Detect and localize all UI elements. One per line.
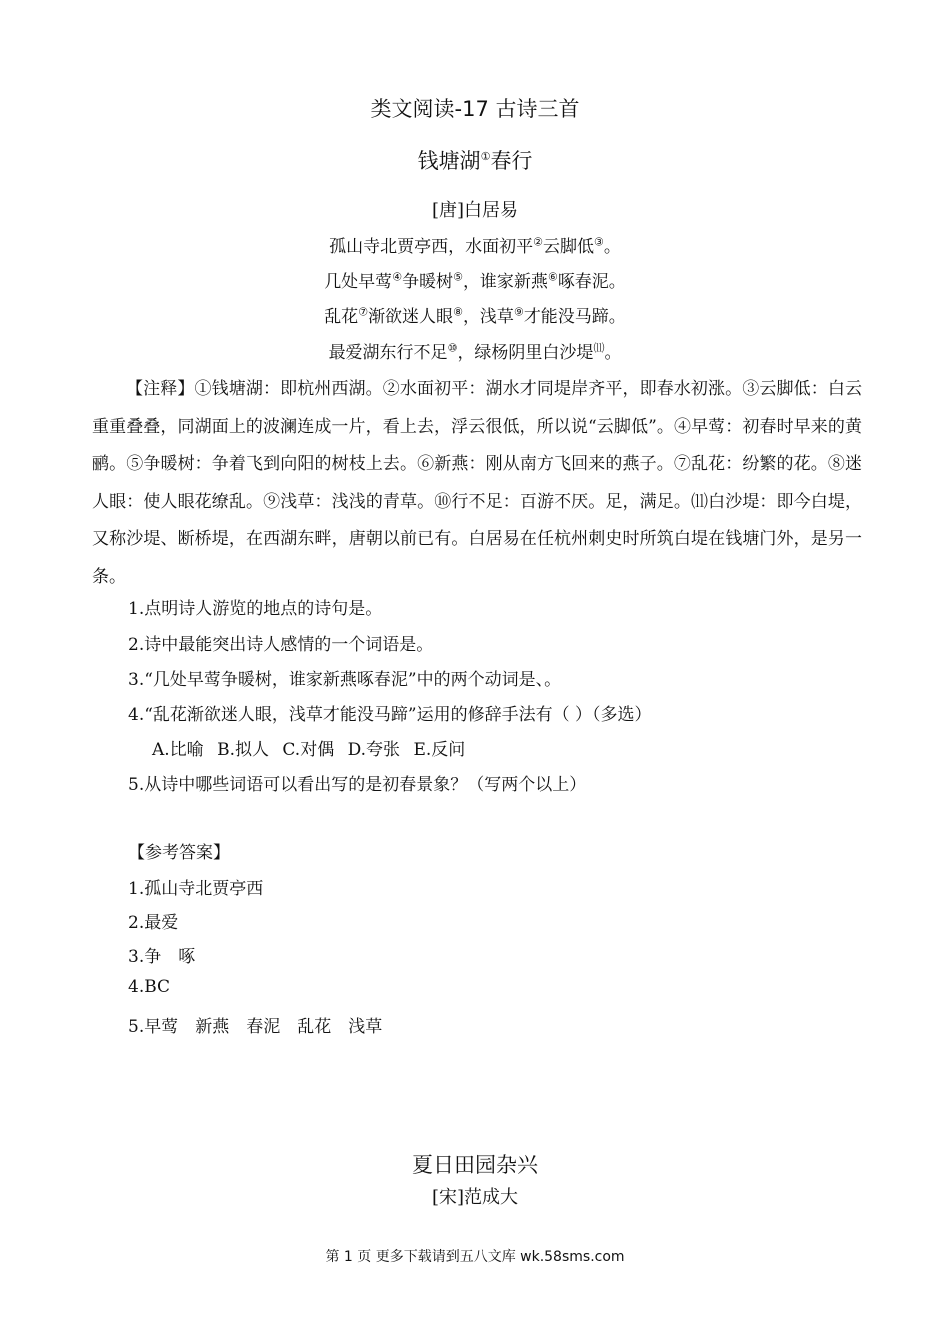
poem-line xyxy=(0,302,950,327)
choice-a: A.比喻 xyxy=(152,740,204,760)
poem-title-text: 钱塘湖 xyxy=(417,149,481,173)
verse-text: 云脚低 xyxy=(543,237,594,257)
poem-author: [唐]白居易 xyxy=(431,200,519,221)
second-poem-title: 夏日田园杂兴 xyxy=(412,1153,538,1177)
answer-2: 2.最爱 xyxy=(128,913,179,933)
annotation-notes: 【注释】①钱塘湖：即杭州西湖。②水面初平：湖水才同堤岸齐平，即春水初涨。③云脚低：白云重重叠叠，同湖面上的波澜连成一片，看上去，浮云很低，所以说“云脚低”。④早莺：初春时早来的黄鹂。⑤争暖树：争着飞到向阳的树枝上去。⑥新燕：刚从南方飞回来的燕子。⑦乱花：纷繁的花。⑧迷人眼：使人眼花缭乱。⑨浅草：浅浅的青草。⑩行不足：百游不厌。足，满足。⑾白沙堤：即今白堤，又称沙堤、断桥堤，在西湖东畔，唐朝以前已有。白居易在任杭州刺史时所筑白堤在钱塘门外，是另一条。 xyxy=(92,379,862,587)
page-footer: 第 1 页 更多下载请到五八文库 wk.58sms.com xyxy=(325,1249,625,1265)
verse-text: ，浅草 xyxy=(462,307,514,327)
question-4: 4.“乱花渐欲迷人眼，浅草才能没马蹄”运用的修辞手法有（ ）（多选） xyxy=(128,705,652,725)
footnote-marker: ⑾ xyxy=(593,341,605,355)
verse-text: 。 xyxy=(604,343,622,363)
document-title: 类文阅读-17 古诗三首 xyxy=(370,97,580,121)
choice-b: B.拟人 xyxy=(217,740,269,760)
footnote-marker: ⑥ xyxy=(547,270,558,284)
poem-line xyxy=(0,267,950,292)
footnote-marker: ⑨ xyxy=(513,305,524,319)
verse-text: ，谁家新燕 xyxy=(462,272,548,292)
choice-c: C.对偶 xyxy=(282,740,335,760)
answer-5: 5.早莺 新燕 春泥 乱花 浅草 xyxy=(128,1017,383,1037)
verse-text: ，绿杨阴里白沙堤 xyxy=(457,343,594,363)
verse-text: 最爱湖东行不足 xyxy=(328,343,448,363)
answers-heading: 【参考答案】 xyxy=(128,843,230,863)
footnote-marker: ⑧ xyxy=(453,305,463,319)
footnote-marker: ① xyxy=(480,150,491,163)
verse-text: 争暖树 xyxy=(402,272,454,292)
question-2: 2.诗中最能突出诗人感情的一个词语是。 xyxy=(128,635,434,655)
verse-text: 啄春泥。 xyxy=(557,272,626,292)
poem-line xyxy=(0,232,950,257)
poem-line xyxy=(0,338,950,363)
question-1: 1.点明诗人游览的地点的诗句是。 xyxy=(128,599,383,619)
verse-text: 乱花 xyxy=(324,307,359,327)
question-3: 3.“几处早莺争暖树，谁家新燕啄春泥”中的两个动词是、。 xyxy=(128,670,562,690)
verse-text: 孤山寺北贾亭西，水面初平 xyxy=(329,237,534,257)
question-4-choices xyxy=(152,735,473,760)
answer-3: 3.争 啄 xyxy=(128,947,196,967)
question-5: 5.从诗中哪些词语可以看出写的是初春景象？（写两个以上） xyxy=(128,775,587,795)
second-poem-author: [宋]范成大 xyxy=(431,1187,519,1208)
verse-text: 才能没马蹄。 xyxy=(523,307,626,327)
footnote-marker: ⑩ xyxy=(447,341,458,355)
choice-d: D.夸张 xyxy=(347,740,401,760)
answer-1: 1.孤山寺北贾亭西 xyxy=(128,879,264,899)
choice-e: E.反问 xyxy=(413,740,466,760)
poem-title-tail: 春行 xyxy=(490,149,533,173)
footnote-marker: ④ xyxy=(392,270,403,284)
footnote-marker: ③ xyxy=(594,235,604,249)
verse-text: 几处早莺 xyxy=(324,272,393,292)
verse-text: 渐欲迷人眼 xyxy=(368,307,454,327)
verse-text: 。 xyxy=(603,237,621,257)
footnote-marker: ⑦ xyxy=(358,305,369,319)
footnote-marker: ⑤ xyxy=(453,270,463,284)
footnote-marker: ② xyxy=(533,235,543,249)
poem-title xyxy=(0,145,950,175)
answer-4: 4.BC xyxy=(128,977,171,997)
